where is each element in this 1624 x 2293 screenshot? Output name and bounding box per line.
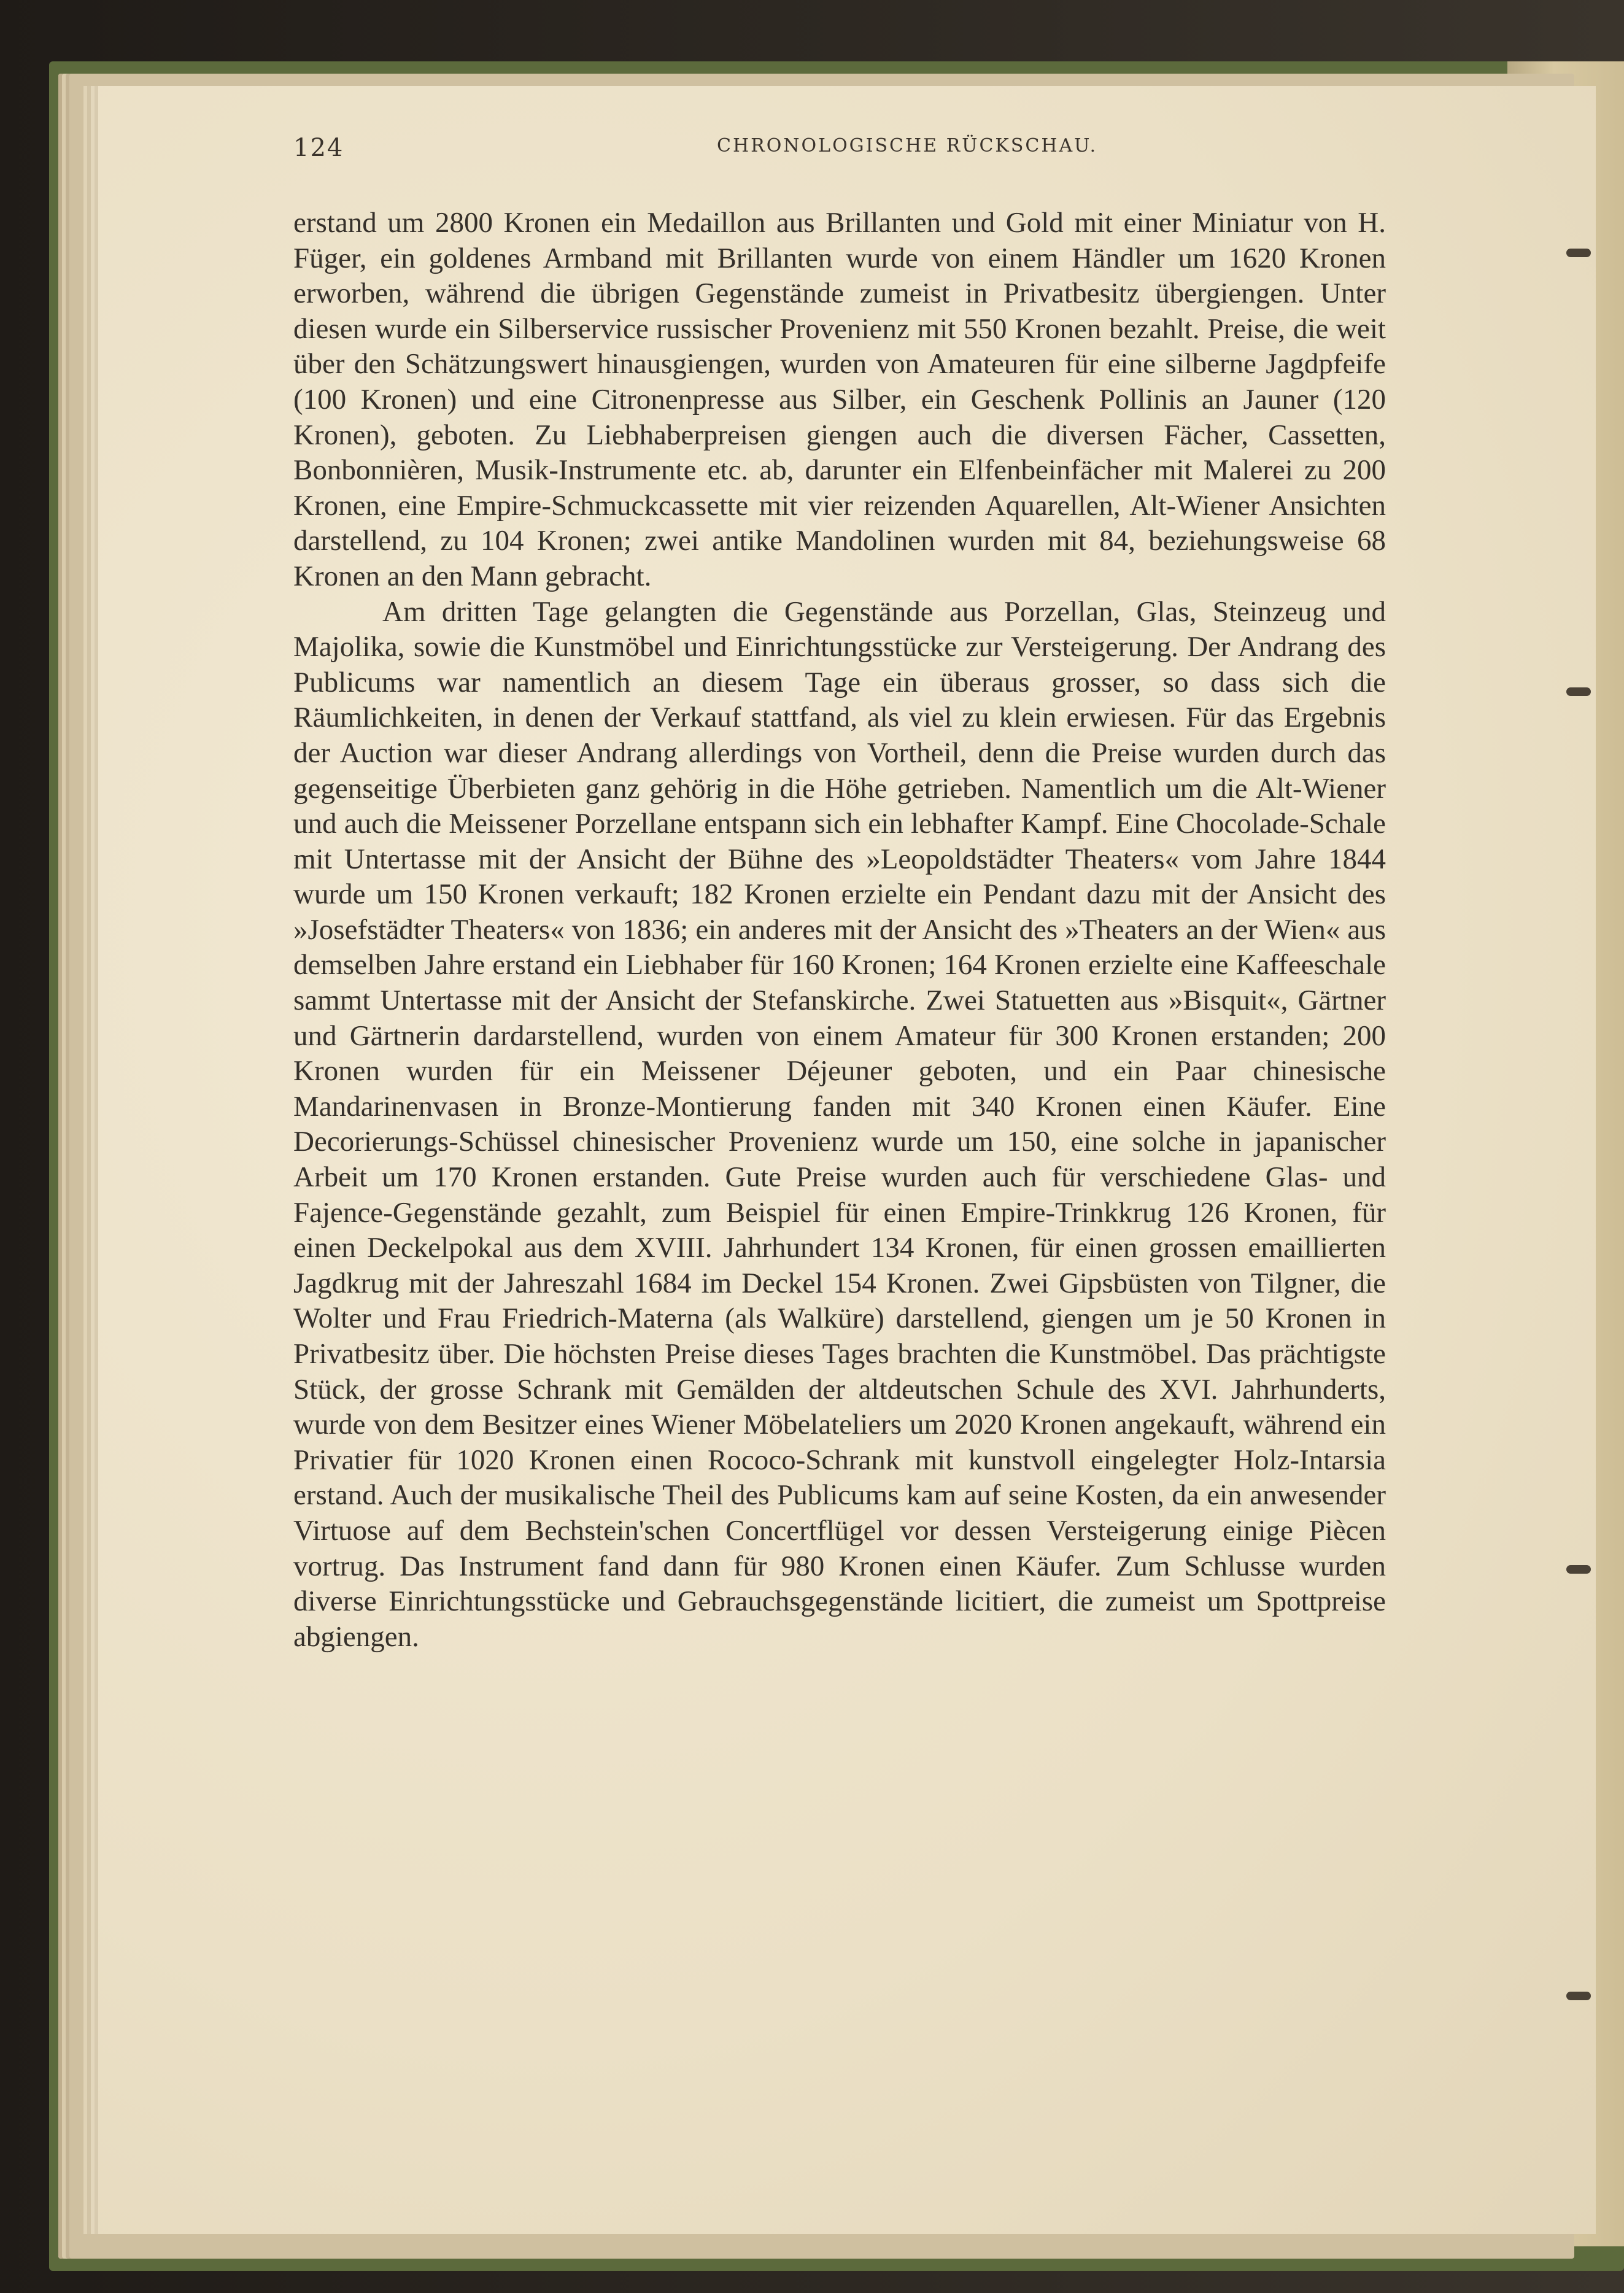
paragraph: Am dritten Tage gelangten die Gegenstände aus Porzellan, Glas, Steinzeug und Majolika, sowie die Kunstmöbel und Einrichtungsstücke zur Versteigerung. Der Andrang des Publicums war namentlich an diesem Tage ein überaus grosser, so dass sich die Räumlichkeiten, in denen der Verkauf stattfand, als viel zu klein erwiesen. Für das Ergebnis der Auction war dieser Andrang allerdings von Vortheil, denn die Preise wurden durch das gegenseitige Überbieten ganz gehörig in die Höhe getrieben. Namentlich um die Alt-Wiener und auch die Meissener Porzellane entspann sich ein lebhafter Kampf. Eine Chocolade-Schale mit Untertasse mit der Ansicht der Bühne des »Leopoldstädter Theaters« vom Jahre 1844 wurde um 150 Kronen verkauft; 182 Kronen erzielte ein Pendant dazu mit der Ansicht des »Josefstädter Theaters« von 1836; ein anderes mit der Ansicht des »Theaters an der Wien« aus demselben Jahre erstand ein Liebhaber für 160 Kronen; 164 Kronen erzielte eine Kaffeeschale sammt Untertasse mit der Ansicht der Stefanskirche. Zwei Statuetten aus »Bisquit«, Gärtner und Gärtnerin dardarstellend, wurden von einem Amateur für 300 Kronen erstanden; 200 Kronen wurden für ein Meissener Déjeuner geboten, und ein Paar chinesische Mandarinenvasen in Bronze-Montierung fanden mit 340 Kronen einen Käufer. Eine Decorierungs-Schüssel chinesischer Provenienz wurde um 150, eine solche in japanischer Arbeit um 170 Kronen erstanden. Gute Preise wurden auch für verschiedene Glas- und Fajence-Gegenstände gezahlt, zum Beispiel für einen Empire-Trinkkrug 126 Kronen, für einen Deckelpokal aus dem XVIII. Jahrhundert 134 Kronen, für einen grossen emaillierten Jagdkrug mit der Jahreszahl 1684 im Deckel 154 Kronen. Zwei Gipsbüsten von Tilgner, die Wolter und Frau Friedrich-Materna (als Walküre) darstellend, giengen um je 50 Kronen in Privatbesitz über. Die höchsten Preise dieses Tages brachten die Kunstmöbel. Das prächtigste Stück, der grosse Schrank mit Gemälden der altdeutschen Schule des XVI. Jahrhunderts, wurde von dem Besitzer eines Wiener Möbelateliers um 2020 Kronen angekauft, während ein Privatier für 1020 Kronen einen Rococo-Schrank mit kunstvoll eingelegter Holz-Intarsia erstand. Auch der musikalische Theil des Publicums kam auf seine Kosten, da ein anwesender Virtuose auf dem Bechstein'schen Concertflügel vor dessen Versteigerung einige Piècen vortrug. Das Instrument fand dann für 980 Kronen einen Käufer. Zum Schlusse wurden diverse Einrichtungsstücke und Gebrauchsgegenstände licitiert, die zumeist um Spottpreise abgiengen. bbox=[293, 595, 1386, 1653]
page-header bbox=[293, 134, 1423, 183]
margin-mark bbox=[1566, 687, 1591, 696]
margin-mark bbox=[1566, 249, 1591, 257]
page-number: 124 bbox=[293, 134, 344, 162]
margin-mark bbox=[1566, 1565, 1591, 1574]
running-head: CHRONOLOGISCHE RÜCKSCHAU. bbox=[717, 135, 1098, 157]
body-text bbox=[293, 206, 1386, 1655]
paragraph: erstand um 2800 Kronen ein Medaillon aus Brillanten und Gold mit einer Miniatur von H. Füger, ein goldenes Armband mit Brillanten wurde von einem Händler um 1620 Kronen erworben, während die übrigen Gegenstände zumeist in Privatbesitz übergiengen. Unter diesen wurde ein Silberservice russischer Provenienz mit 550 Kronen bezahlt. Preise, die weit über den Schätzungswert hinausgiengen, wurden von Amateuren für eine silberne Jagdpfeife (100 Kronen) und eine Citronenpresse aus Silber, ein Geschenk Pollinis an Jauner (120 Kronen), geboten. Zu Liebhaberpreisen giengen auch die diversen Fächer, Cassetten, Bonbonnièren, Musik-Instrumente etc. ab, darunter ein Elfenbeinfächer mit Malerei zu 200 Kronen, eine Empire-Schmuckcassette mit vier reizenden Aquarellen, Alt-Wiener Ansichten darstellend, zu 104 Kronen; zwei antike Mandolinen wurden mit 84, beziehungsweise 68 Kronen an den Mann gebracht. bbox=[293, 207, 1386, 592]
margin-mark bbox=[1566, 1992, 1591, 2000]
